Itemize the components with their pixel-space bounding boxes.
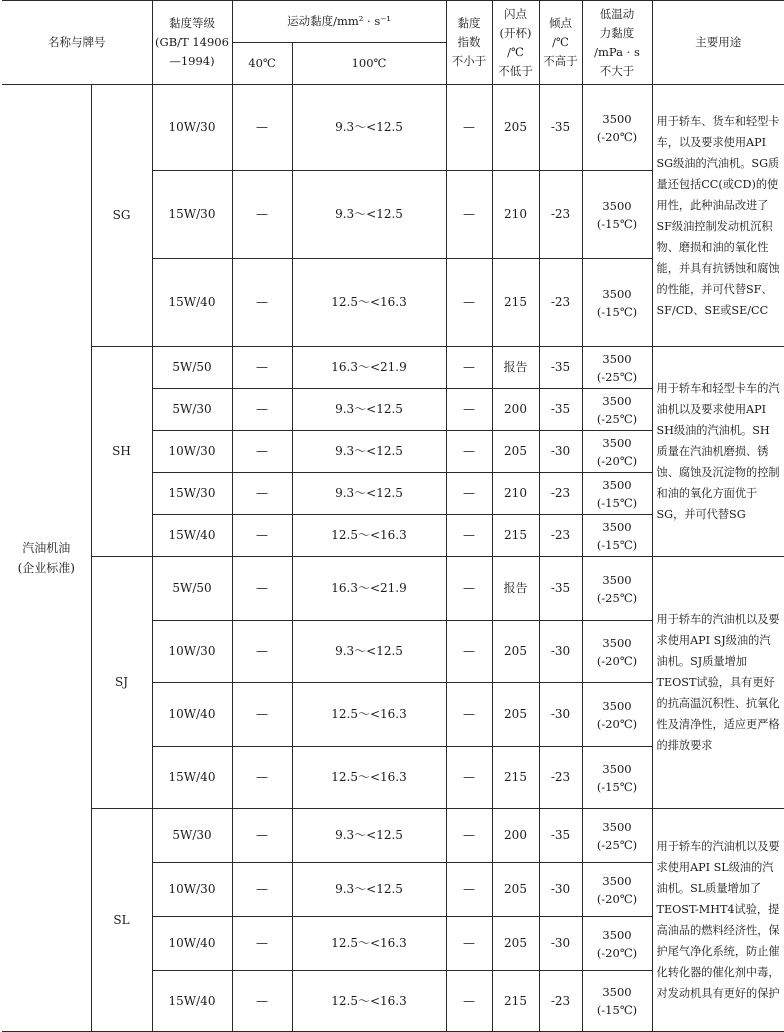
vi-cell: — [446, 557, 492, 621]
visc-40-cell: — [232, 683, 292, 747]
low-temp-viscosity-cell: 3500 (-15℃) [582, 259, 652, 347]
pour-cell: -30 [539, 917, 582, 971]
header-name: 名称与牌号 [2, 1, 152, 85]
grade-cell: 5W/50 [152, 347, 232, 389]
visc-100-cell: 9.3～<12.5 [292, 389, 446, 431]
low-temp-viscosity-cell: 3500 (-25℃) [582, 389, 652, 431]
table-row [2, 85, 784, 171]
visc-40-cell: — [232, 557, 292, 621]
pour-cell: -23 [539, 171, 582, 259]
visc-100-cell: 16.3～<21.9 [292, 557, 446, 621]
vi-cell: — [446, 971, 492, 1032]
usage-cell: 用于轿车的汽油机以及要求使用API SL级油的汽油机。SL质量增加了TEOST-MHT4试验，提高油品的燃料经济性，保护尾气净化系统，防止催化转化器的催化剂中毒，对发动机具有更好的保护 [652, 809, 784, 1032]
header-kinematic-viscosity: 运动黏度/mm² · s⁻¹ [232, 1, 446, 43]
pour-cell: -23 [539, 259, 582, 347]
grade-cell: 15W/30 [152, 171, 232, 259]
grade-cell: 5W/30 [152, 809, 232, 863]
low-temp-viscosity-cell: 3500 (-25℃) [582, 809, 652, 863]
header-flash-point: 闪点 (开杯) /℃ 不低于 [492, 1, 539, 85]
grade-cell: 5W/30 [152, 389, 232, 431]
pour-cell: -35 [539, 389, 582, 431]
pour-cell: -23 [539, 515, 582, 557]
visc-100-cell: 12.5～<16.3 [292, 917, 446, 971]
pour-cell: -23 [539, 971, 582, 1032]
pour-cell: -30 [539, 431, 582, 473]
grade-cell: 15W/30 [152, 473, 232, 515]
visc-100-cell: 9.3～<12.5 [292, 621, 446, 683]
visc-100-cell: 9.3～<12.5 [292, 431, 446, 473]
visc-40-cell: — [232, 473, 292, 515]
header-40c: 40℃ [232, 43, 292, 85]
quality-code: SG [91, 85, 152, 347]
pour-cell: -35 [539, 347, 582, 389]
vi-cell: — [446, 431, 492, 473]
vi-cell: — [446, 515, 492, 557]
pour-cell: -35 [539, 85, 582, 171]
usage-cell: 用于轿车的汽油机以及要求使用API SJ级油的汽油机。SJ质量增加TEOST试验，具有更好的抗高温沉积性、抗氧化性及清净性，适应更严格的排放要求 [652, 557, 784, 809]
vi-cell: — [446, 863, 492, 917]
visc-40-cell: — [232, 85, 292, 171]
visc-40-cell: — [232, 347, 292, 389]
pour-cell: -35 [539, 557, 582, 621]
visc-100-cell: 12.5～<16.3 [292, 259, 446, 347]
header-grade: 黏度等级 (GB/T 14906 —1994) [152, 1, 232, 85]
vi-cell: — [446, 85, 492, 171]
flash-cell: 215 [492, 971, 539, 1032]
grade-cell: 10W/30 [152, 863, 232, 917]
grade-cell: 10W/30 [152, 621, 232, 683]
grade-cell: 5W/50 [152, 557, 232, 621]
table-row [2, 809, 784, 863]
low-temp-viscosity-cell: 3500 (-20℃) [582, 85, 652, 171]
visc-100-cell: 9.3～<12.5 [292, 809, 446, 863]
visc-40-cell: — [232, 863, 292, 917]
flash-cell: 215 [492, 515, 539, 557]
visc-40-cell: — [232, 747, 292, 809]
oil-spec-table [2, 0, 784, 1032]
visc-100-cell: 12.5～<16.3 [292, 747, 446, 809]
vi-cell: — [446, 621, 492, 683]
visc-100-cell: 12.5～<16.3 [292, 971, 446, 1032]
visc-100-cell: 9.3～<12.5 [292, 85, 446, 171]
visc-100-cell: 16.3～<21.9 [292, 347, 446, 389]
grade-cell: 10W/40 [152, 683, 232, 747]
flash-cell: 205 [492, 863, 539, 917]
vi-cell: — [446, 259, 492, 347]
flash-cell: 210 [492, 473, 539, 515]
low-temp-viscosity-cell: 3500 (-25℃) [582, 347, 652, 389]
low-temp-viscosity-cell: 3500 (-20℃) [582, 621, 652, 683]
visc-100-cell: 12.5～<16.3 [292, 683, 446, 747]
pour-cell: -23 [539, 473, 582, 515]
pour-cell: -30 [539, 683, 582, 747]
grade-cell: 15W/40 [152, 971, 232, 1032]
header-100c: 100℃ [292, 43, 446, 85]
visc-40-cell: — [232, 389, 292, 431]
visc-40-cell: — [232, 515, 292, 557]
quality-code: SJ [91, 557, 152, 809]
flash-cell: 205 [492, 85, 539, 171]
header-pour-point: 倾点 /℃ 不高于 [539, 1, 582, 85]
visc-40-cell: — [232, 621, 292, 683]
vi-cell: — [446, 747, 492, 809]
vi-cell: — [446, 347, 492, 389]
flash-cell: 205 [492, 431, 539, 473]
pour-cell: -30 [539, 863, 582, 917]
low-temp-viscosity-cell: 3500 (-15℃) [582, 747, 652, 809]
visc-40-cell: — [232, 431, 292, 473]
quality-code: SH [91, 347, 152, 557]
usage-cell: 用于轿车和轻型卡车的汽油机以及要求使用API SH级油的汽油机。SH质量在汽油机磨损、锈蚀、腐蚀及沉淀物的控制和油的氧化方面优于SG，并可代替SG [652, 347, 784, 557]
flash-cell: 205 [492, 917, 539, 971]
flash-cell: 210 [492, 171, 539, 259]
visc-100-cell: 12.5～<16.3 [292, 515, 446, 557]
visc-100-cell: 9.3～<12.5 [292, 171, 446, 259]
visc-100-cell: 9.3～<12.5 [292, 863, 446, 917]
low-temp-viscosity-cell: 3500 (-20℃) [582, 863, 652, 917]
pour-cell: -23 [539, 747, 582, 809]
flash-cell: 205 [492, 621, 539, 683]
grade-cell: 10W/40 [152, 917, 232, 971]
flash-cell: 215 [492, 747, 539, 809]
quality-code: SL [91, 809, 152, 1032]
visc-40-cell: — [232, 171, 292, 259]
low-temp-viscosity-cell: 3500 (-15℃) [582, 473, 652, 515]
vi-cell: — [446, 809, 492, 863]
grade-cell: 10W/30 [152, 431, 232, 473]
vi-cell: — [446, 389, 492, 431]
vi-cell: — [446, 683, 492, 747]
table-row [2, 557, 784, 621]
grade-cell: 10W/30 [152, 85, 232, 171]
usage-cell: 用于轿车、货车和轻型卡车，以及要求使用API SG级油的汽油机。SG质量还包括CC(或CD)的使用性，此种油品改进了SF级油控制发动机沉积物、磨损和油的氧化性能，并具有抗锈蚀和腐蚀的性能，并可代替SF、SF/CD、SE或SE/CC [652, 85, 784, 347]
visc-40-cell: — [232, 809, 292, 863]
flash-cell: 报告 [492, 557, 539, 621]
product-name: 汽油机油 (企业标准) [2, 85, 91, 1032]
pour-cell: -35 [539, 809, 582, 863]
low-temp-viscosity-cell: 3500 (-20℃) [582, 683, 652, 747]
low-temp-viscosity-cell: 3500 (-15℃) [582, 971, 652, 1032]
visc-40-cell: — [232, 971, 292, 1032]
pour-cell: -30 [539, 621, 582, 683]
table-row [2, 347, 784, 389]
flash-cell: 报告 [492, 347, 539, 389]
low-temp-viscosity-cell: 3500 (-20℃) [582, 431, 652, 473]
grade-cell: 15W/40 [152, 515, 232, 557]
low-temp-viscosity-cell: 3500 (-15℃) [582, 515, 652, 557]
header-low-temp-viscosity: 低温动 力黏度 /mPa · s 不大于 [582, 1, 652, 85]
header-viscosity-index: 黏度 指数 不小于 [446, 1, 492, 85]
vi-cell: — [446, 473, 492, 515]
flash-cell: 205 [492, 683, 539, 747]
low-temp-viscosity-cell: 3500 (-15℃) [582, 171, 652, 259]
low-temp-viscosity-cell: 3500 (-25℃) [582, 557, 652, 621]
visc-40-cell: — [232, 259, 292, 347]
visc-40-cell: — [232, 917, 292, 971]
grade-cell: 15W/40 [152, 747, 232, 809]
flash-cell: 200 [492, 389, 539, 431]
vi-cell: — [446, 171, 492, 259]
vi-cell: — [446, 917, 492, 971]
flash-cell: 215 [492, 259, 539, 347]
visc-100-cell: 9.3～<12.5 [292, 473, 446, 515]
flash-cell: 200 [492, 809, 539, 863]
header-usage: 主要用途 [652, 1, 784, 85]
grade-cell: 15W/40 [152, 259, 232, 347]
low-temp-viscosity-cell: 3500 (-20℃) [582, 917, 652, 971]
